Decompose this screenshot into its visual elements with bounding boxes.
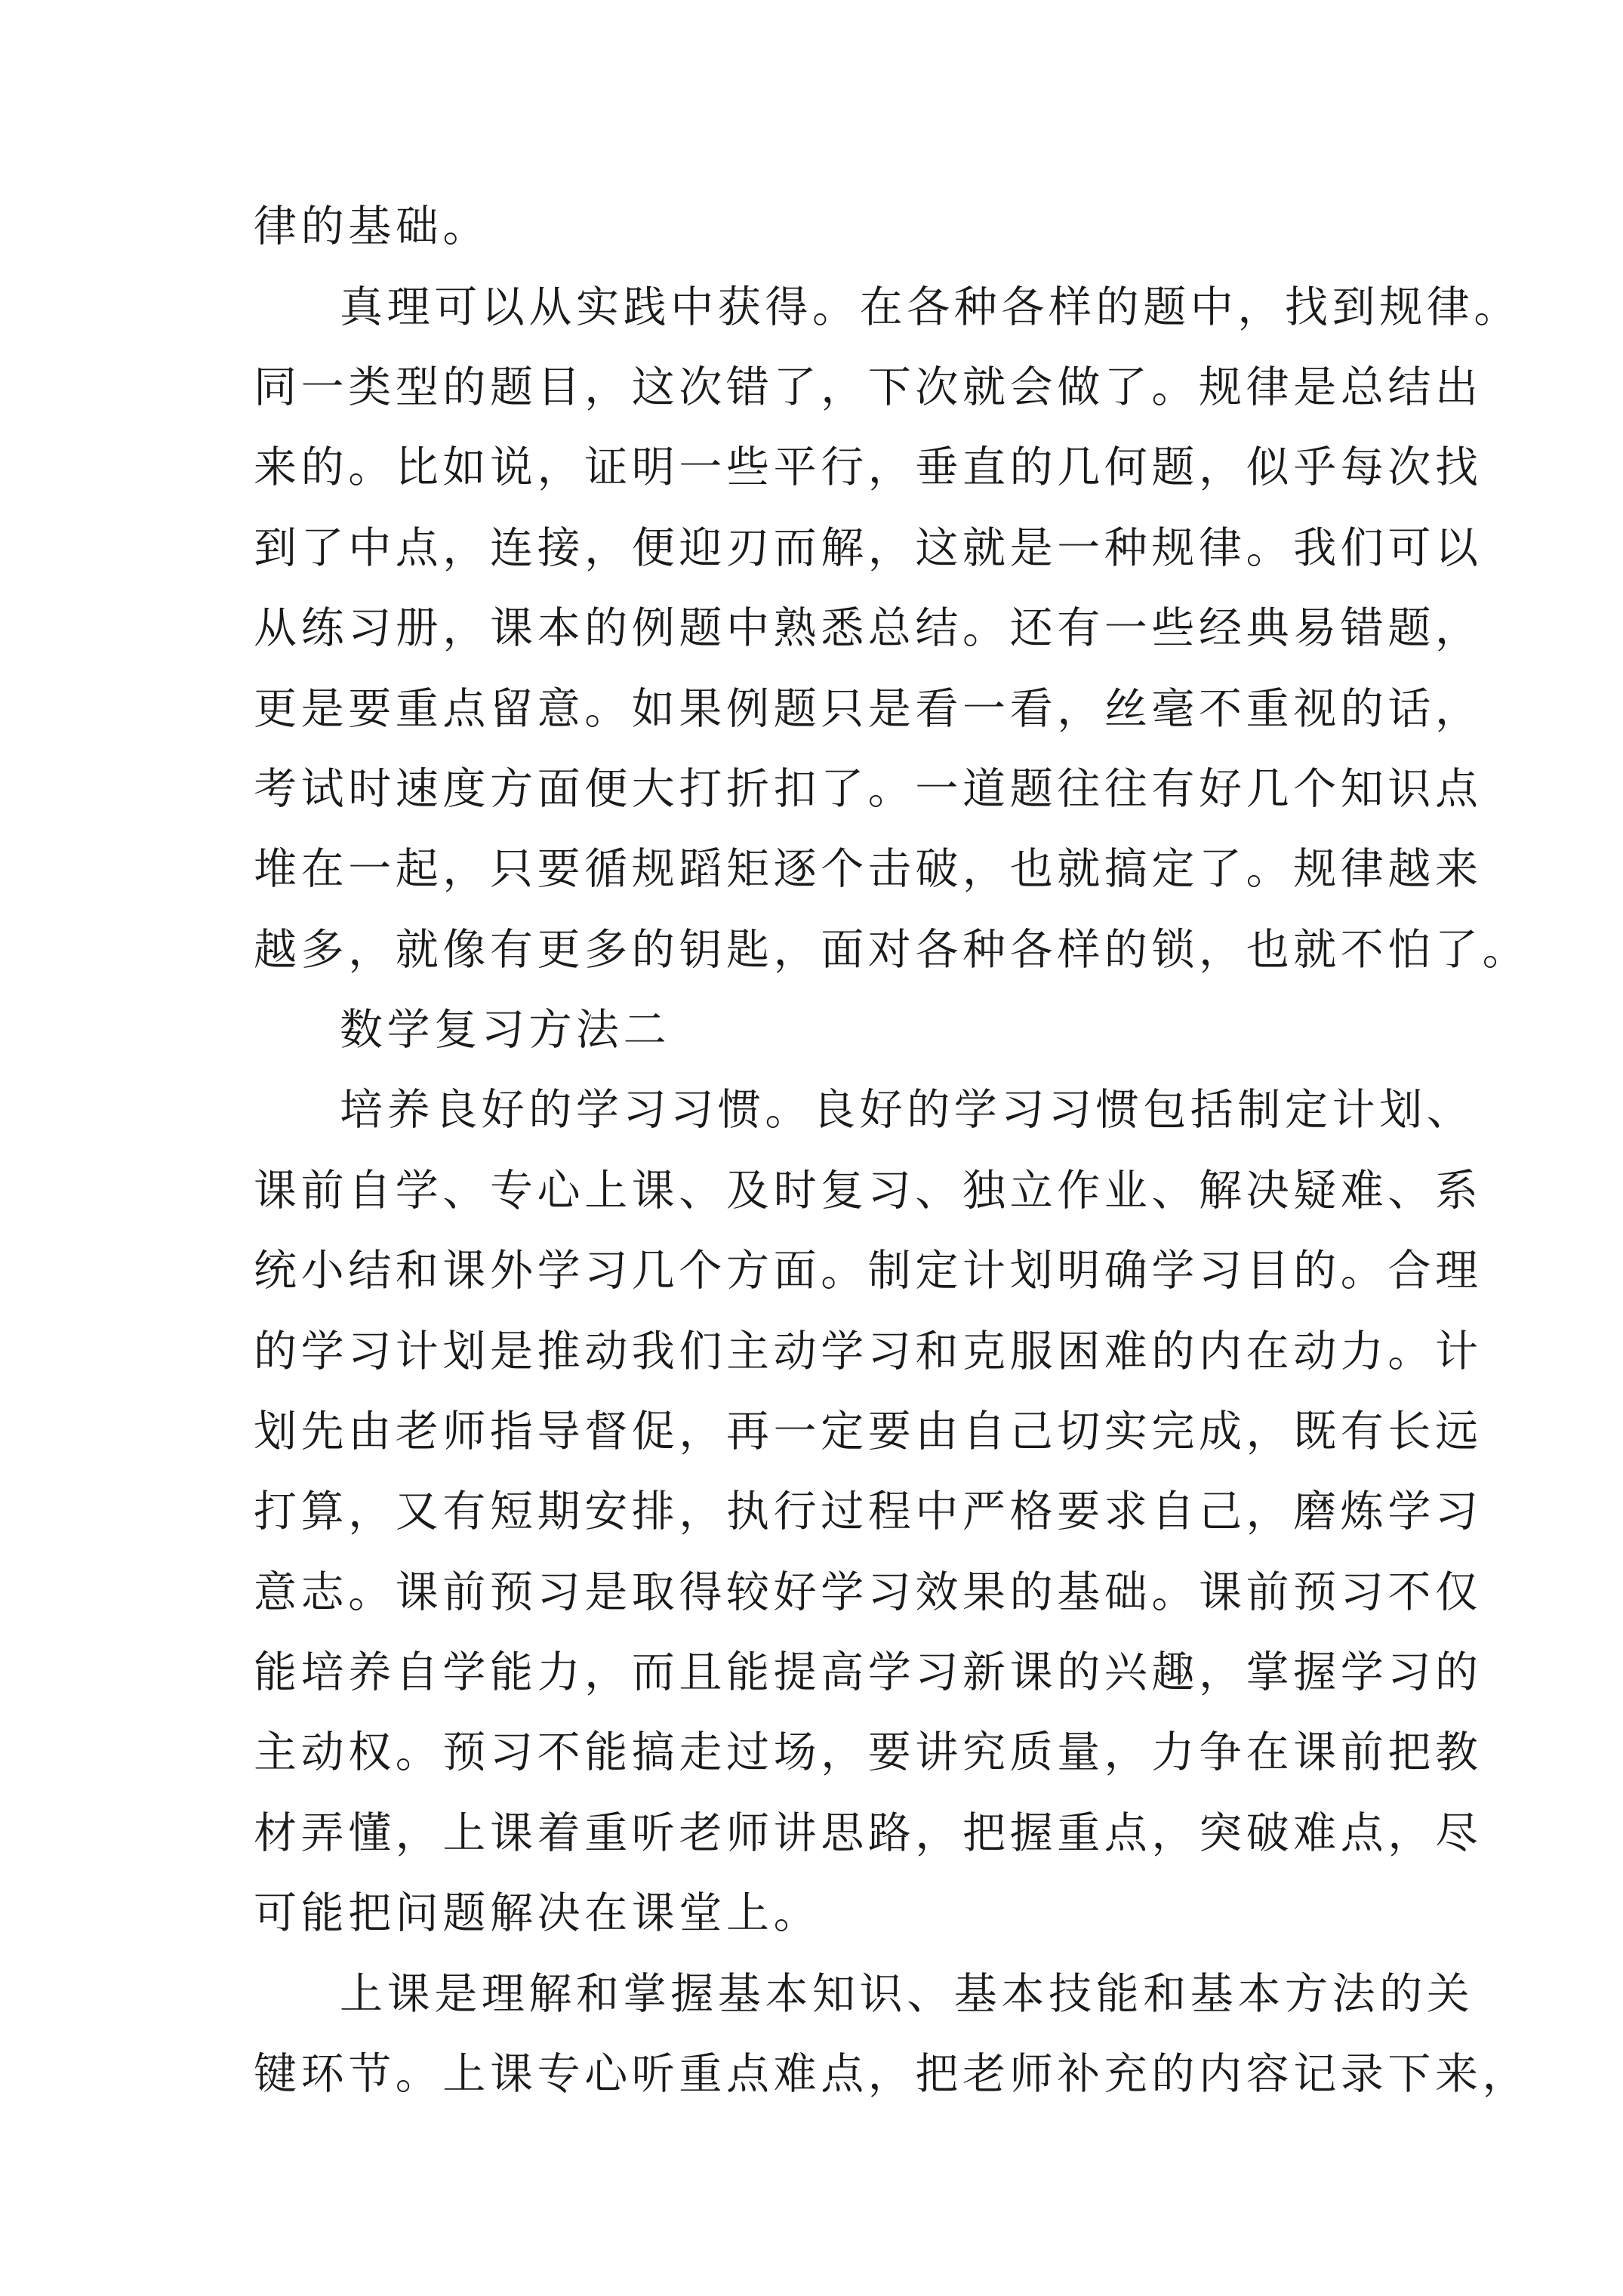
text-line-21: 材弄懂，上课着重听老师讲思路，把握重点，突破难点，尽 xyxy=(254,1808,1483,1858)
text-line-17: 打算，又有短期安排，执行过程中严格要求自己，磨炼学习 xyxy=(254,1487,1483,1536)
text-line-24: 键环节。上课专心听重点难点，把老师补充的内容记录下来， xyxy=(254,2049,1530,2099)
text-line-4: 来的。比如说，证明一些平行，垂直的几何题，似乎每次找 xyxy=(254,442,1483,492)
text-line-1: 律的基础。 xyxy=(254,202,490,251)
text-line-12: 培养良好的学习习惯。良好的学习习惯包括制定计划、 xyxy=(340,1085,1474,1135)
text-line-23: 上课是理解和掌握基本知识、基本技能和基本方法的关 xyxy=(340,1969,1474,2019)
text-line-15: 的学习计划是推动我们主动学习和克服困难的内在动力。计 xyxy=(254,1327,1483,1376)
text-line-22: 可能把问题解决在课堂上。 xyxy=(254,1888,821,1938)
section-heading: 数学复习方法二 xyxy=(340,1005,671,1055)
text-line-6: 从练习册，课本的例题中熟悉总结。还有一些经典易错题， xyxy=(254,603,1483,653)
text-line-19: 能培养自学能力，而且能提高学习新课的兴趣，掌握学习的 xyxy=(254,1647,1483,1697)
text-line-3: 同一类型的题目，这次错了，下次就会做了。规律是总结出 xyxy=(254,362,1483,412)
text-line-9: 堆在一起，只要循规蹈矩逐个击破，也就搞定了。规律越来 xyxy=(254,844,1483,894)
text-line-7: 更是要重点留意。如果例题只是看一看，丝毫不重视的话， xyxy=(254,684,1483,734)
text-line-14: 统小结和课外学习几个方面。制定计划明确学习目的。合理 xyxy=(254,1246,1483,1296)
text-line-20: 主动权。预习不能搞走过场，要讲究质量，力争在课前把教 xyxy=(254,1727,1483,1777)
text-line-10: 越多，就像有更多的钥匙，面对各种各样的锁，也就不怕了。 xyxy=(254,925,1530,975)
text-line-2: 真理可以从实践中获得。在各种各样的题中，找到规律。 xyxy=(340,282,1521,332)
text-line-5: 到了中点，连接，便迎刃而解，这就是一种规律。我们可以 xyxy=(254,523,1483,573)
text-line-13: 课前自学、专心上课、及时复习、独立作业、解决疑难、系 xyxy=(254,1166,1483,1216)
text-line-18: 意志。课前预习是取得较好学习效果的基础。课前预习不仅 xyxy=(254,1567,1483,1617)
text-line-16: 划先由老师指导督促，再一定要由自己切实完成，既有长远 xyxy=(254,1407,1483,1456)
text-line-8: 考试时速度方面便大打折扣了。一道题往往有好几个知识点 xyxy=(254,764,1483,814)
